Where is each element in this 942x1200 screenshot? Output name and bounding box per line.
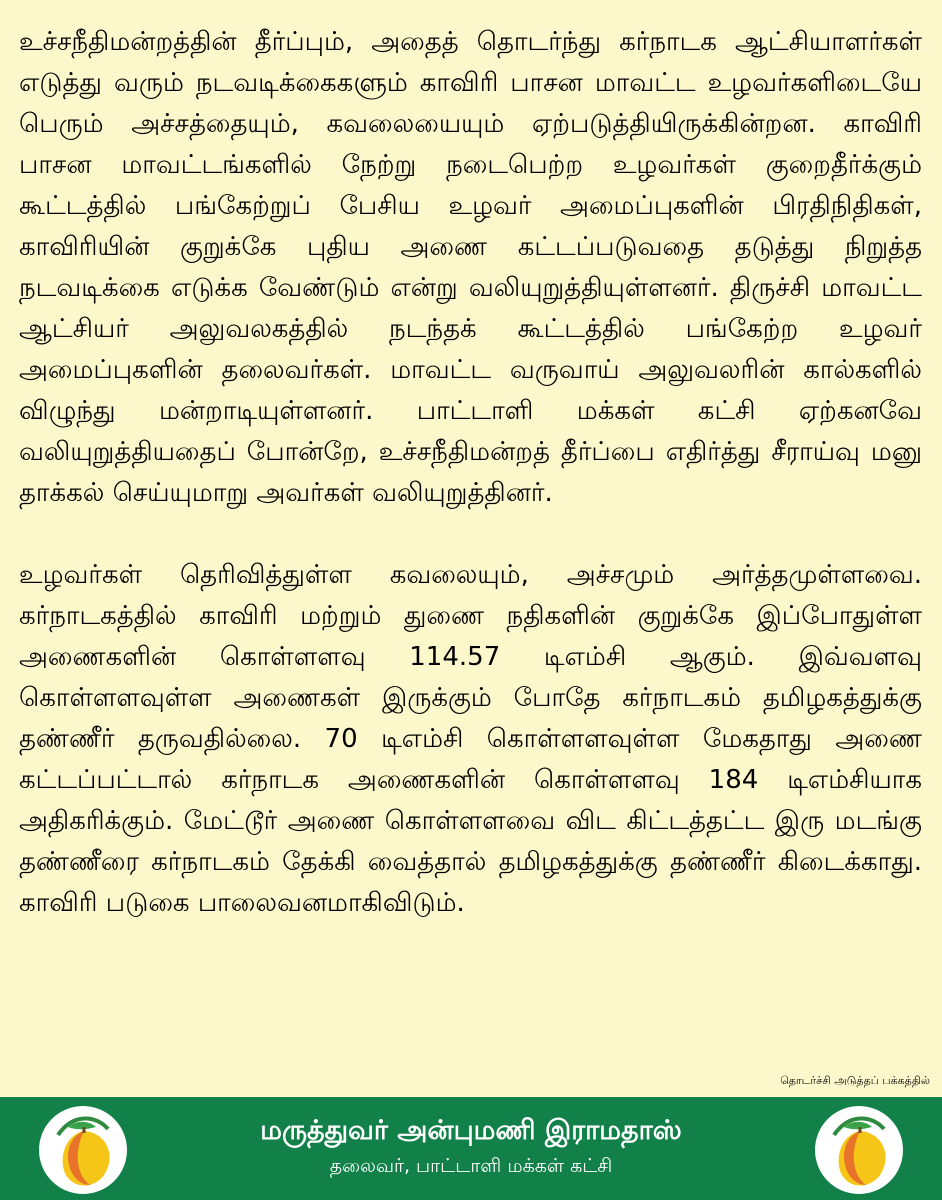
signature-block [0,1111,942,1181]
continued-note: தொடர்ச்சி அடுத்தப் பக்கத்தில் [780,1074,930,1087]
signatory-role: தலைவர், பாட்டாளி மக்கள் கட்சி [329,1155,613,1177]
signature-footer [0,1097,942,1200]
paragraph-2: உழவர்கள் தெரிவித்துள்ள கவலையும், அச்சமும் அர்த்தமுள்ளவை. கர்நாடகத்தில் காவிரி மற்றும் துணை நதிகளின் குறுக்கே இப்போதுள்ள அணைகளின் கொள்ளளவு 114.57 டிஎம்சி ஆகும். இவ்வளவு கொள்ளளவுள்ள அணைகள் இருக்கும் போதே கர்நாடகம் தமிழகத்துக்கு தண்ணீர் தருவதில்லை. 70 டிஎம்சி கொள்ளளவுள்ள மேகதாது அணை கட்டப்பட்டால் கர்நாடக அணைகளின் கொள்ளளவு 184 டிஎம்சியாக அதிகரிக்கும். மேட்டூர் அணை கொள்ளளவை விட கிட்டத்தட்ட இரு மடங்கு தண்ணீரை கர்நாடகம் தேக்கி வைத்தால் தமிழகத்துக்கு தண்ணீர் கிடைக்காது. காவிரி படுகை பாலைவனமாகிவிடும். [19,560,922,918]
paragraph-1: உச்சநீதிமன்றத்தின் தீர்ப்பும், அதைத் தொடர்ந்து கர்நாடக ஆட்சியாளர்கள் எடுத்து வரும் நடவடிக்கைகளும் காவிரி பாசன மாவட்ட உழவர்களிடையே பெரும் அச்சத்தையும், கவலையையும் ஏற்படுத்தியிருக்கின்றன. காவிரி பாசன மாவட்டங்களில் நேற்று நடைபெற்ற உழவர்கள் குறைதீர்க்கும் கூட்டத்தில் பங்கேற்றுப் பேசிய உழவர் அமைப்புகளின் பிரதிநிதிகள், காவிரியின் குறுக்கே புதிய அணை கட்டப்படுவதை தடுத்து நிறுத்த நடவடிக்கை எடுக்க வேண்டும் என்று வலியுறுத்தியுள்ளனர். திருச்சி மாவட்ட ஆட்சியர் அலுவலகத்தில் நடந்தக் கூட்டத்தில் பங்கேற்ற உழவர் அமைப்புகளின் தலைவர்கள். மாவட்ட வருவாய் அலுவலரின் கால்களில் விழுந்து மன்றாடியுள்ளனர். பாட்டாளி மக்கள் கட்சி ஏற்கனவே வலியுறுத்தியதைப் போன்றே, உச்சநீதிமன்றத் தீர்ப்பை எதிர்த்து சீராய்வு மனு தாக்கல் செய்யுமாறு அவர்கள் வலியுறுத்தினர். [19,27,923,508]
letter-body [19,22,922,924]
mango-icon [814,1105,904,1195]
signatory-name: மருத்துவர் அன்புமணி இராமதாஸ் [260,1115,682,1146]
